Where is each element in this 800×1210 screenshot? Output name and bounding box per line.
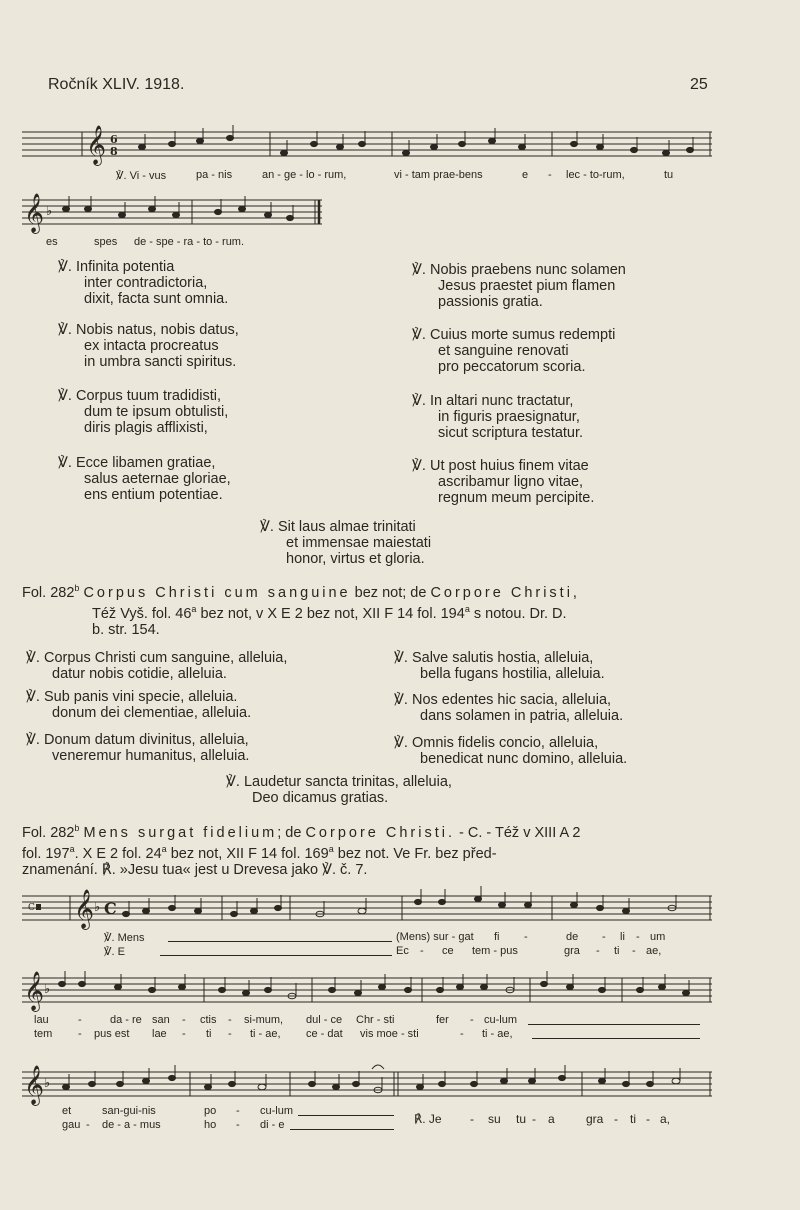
lyric: po — [204, 1105, 217, 1117]
lyric: ae, — [646, 945, 662, 957]
lyric: - — [182, 1014, 186, 1026]
page-number: 25 — [690, 76, 708, 93]
lyric: ℣. E — [104, 946, 125, 958]
verse-right-3: ℣. In altari nunc tractatur, in figuris praesignatur, sicut scriptura testatur. — [412, 393, 584, 441]
lyric: tu — [664, 169, 674, 181]
verse-right-2: ℣. Cuius morte sumus redempti et sanguine renovati pro peccatorum scoria. — [412, 327, 616, 375]
lyric: ℣. Mens — [104, 932, 145, 944]
svg-text:C: C — [104, 899, 117, 918]
lyric: - — [548, 169, 552, 181]
verse-center: ℣. Sit laus almae trinitati et immensae maiestati honor, virtus et gloria. — [260, 519, 432, 567]
verse2-center: ℣. Laudetur sancta trinitas, alleluia, Deo dicamus gratias. — [226, 774, 452, 806]
lyric: a — [548, 1112, 555, 1126]
lyric: pus est — [94, 1028, 130, 1040]
lyric: gra — [564, 945, 580, 957]
lyric: lau — [34, 1014, 49, 1026]
lyric: ctis — [200, 1014, 217, 1026]
verse2-left-3: ℣. Donum datum divinitus, alleluia, veneremur humanitus, alleluia. — [26, 732, 250, 764]
lyric: (Mens) sur - gat — [396, 931, 474, 943]
lyric: - — [228, 1028, 232, 1040]
lyric: de - a - mus — [102, 1119, 161, 1131]
lyric: ti — [614, 945, 620, 957]
music-staff-4 — [22, 968, 714, 1012]
lyric: lec - to-rum, — [566, 169, 625, 181]
fol-note-2: Fol. 282$^b$ Mens surgat fidelium; de Corpore Christi. - C. - Též v XIII A 2 fol. 197$^a$. X E 2 fol. 24$^a$ bez not, XII F 14 fol. 169$^a$ bez not. Ve Fr. bez před- znamenání. ℟. »Jesu tua« jest u Drevesa jako ℣. č. 7. — [22, 823, 581, 878]
lyric: et — [62, 1105, 72, 1117]
lyric: tu — [516, 1112, 527, 1126]
svg-text:♭: ♭ — [94, 900, 101, 915]
fol-note-1: Fol. 282$^b$ Corpus Christi cum sanguine bez not; de Corpore Christi, Též Vyš. fol. 46$^a$ bez not, v X E 2 bez not, XII F 14 fol. 194$^a$ s notou. Dr. D. b. str. 154. — [22, 583, 580, 638]
verse-left-4: ℣. Ecce libamen gratiae, salus aeternae gloriae, ens entium potentiae. — [58, 455, 231, 503]
svg-text:♭: ♭ — [46, 204, 53, 219]
music-staff-3 — [22, 886, 714, 930]
verse2-right-3: ℣. Omnis fidelis concio, alleluia, benedicat nunc domino, alleluia. — [394, 735, 628, 767]
lyric: fer — [436, 1014, 449, 1026]
lyric: - — [420, 945, 424, 957]
verse2-left-1: ℣. Corpus Christi cum sanguine, alleluia, datur nobis cotidie, alleluia. — [26, 650, 288, 682]
lyric: an - ge - lo - rum, — [262, 169, 347, 181]
svg-text:C: C — [28, 903, 35, 913]
lyric: gra — [586, 1112, 604, 1126]
svg-text:𝄞: 𝄞 — [24, 1065, 45, 1105]
lyric: su — [488, 1112, 501, 1126]
lyric: Ec — [396, 945, 409, 957]
verse-left-3: ℣. Corpus tuum tradidisti, dum te ipsum obtulisti, diris plagis afflixisti, — [58, 388, 229, 436]
lyric: gau — [62, 1119, 81, 1131]
svg-text:𝄞: 𝄞 — [24, 193, 45, 233]
lyric: ti - ae, — [482, 1028, 513, 1040]
verse2-right-2: ℣. Nos edentes hic sacia, alleluia, dans solamen in patria, alleluia. — [394, 692, 624, 724]
svg-text:𝄞: 𝄞 — [86, 125, 107, 165]
lyric: de — [566, 931, 579, 943]
lyric: - — [636, 931, 640, 943]
lyric: - — [470, 1014, 474, 1026]
lyric: - — [632, 945, 636, 957]
lyric: ti - ae, — [250, 1028, 281, 1040]
lyric: - — [236, 1119, 240, 1131]
lyric: - — [602, 931, 606, 943]
lyric: - — [470, 1112, 474, 1126]
lyric: san — [152, 1014, 170, 1026]
lyric: ti — [630, 1112, 636, 1126]
lyric: - — [532, 1112, 536, 1126]
lyric: li — [620, 931, 625, 943]
lyric: di - e — [260, 1119, 285, 1131]
lyric: da - re — [110, 1014, 142, 1026]
lyric: - — [460, 1028, 464, 1040]
lyric: - — [228, 1014, 232, 1026]
svg-text:6: 6 — [110, 133, 118, 146]
lyric: spes — [94, 236, 118, 248]
svg-text:𝄞: 𝄞 — [74, 889, 95, 929]
svg-text:8: 8 — [110, 145, 118, 158]
lyric: - — [78, 1014, 82, 1026]
lyric: ce — [442, 945, 454, 957]
lyric: cu-lum — [484, 1014, 518, 1026]
lyric: san-gui-nis — [102, 1105, 156, 1117]
lyric: Chr - sti — [356, 1014, 395, 1026]
lyric: - — [596, 945, 600, 957]
verse2-right-1: ℣. Salve salutis hostia, alleluia, bella fugans hostilia, alleluia. — [394, 650, 605, 682]
verse-right-4: ℣. Ut post huius finem vitae ascribamur ligno vitae, regnum meum percipite. — [412, 458, 595, 506]
lyric: ti — [206, 1028, 212, 1040]
lyric: - — [86, 1119, 90, 1131]
running-header: Ročník XLIV. 1918. — [48, 76, 185, 93]
lyric: tem — [34, 1028, 53, 1040]
lyric: ℣. Vi - vus — [116, 170, 167, 182]
lyric: - — [614, 1112, 618, 1126]
verse-right-1: ℣. Nobis praebens nunc solamen Jesus praestet pium flamen passionis gratia. — [412, 262, 626, 310]
svg-text:𝄞: 𝄞 — [24, 971, 45, 1011]
lyric: vis moe - sti — [360, 1028, 419, 1040]
verse-left-2: ℣. Nobis natus, nobis datus, ex intacta procreatus in umbra sancti spiritus. — [58, 322, 239, 370]
lyric: cu-lum — [260, 1105, 294, 1117]
lyric: - — [524, 931, 528, 943]
lyric: - — [182, 1028, 186, 1040]
lyric: e — [522, 169, 529, 181]
lyric: de - spe - ra - to - rum. — [134, 236, 245, 248]
music-staff-5 — [22, 1060, 714, 1106]
lyric: pa - nis — [196, 169, 233, 181]
lyric: - — [78, 1028, 82, 1040]
lyric: es — [46, 236, 58, 248]
lyric: lae — [152, 1028, 167, 1040]
lyric: vi - tam prae-bens — [394, 169, 483, 181]
verse2-left-2: ℣. Sub panis vini specie, alleluia. donum dei clementiae, alleluia. — [26, 689, 252, 721]
lyric: ℟. Je — [414, 1112, 442, 1126]
lyric: si-mum, — [244, 1014, 284, 1026]
lyric: fi — [494, 931, 500, 943]
lyric: - — [646, 1112, 650, 1126]
verse-left-1: ℣. Infinita potentia inter contradictoria, dixit, facta sunt omnia. — [58, 259, 229, 307]
lyric: tem - pus — [472, 945, 518, 957]
svg-text:♭: ♭ — [44, 1076, 51, 1091]
lyric: a, — [660, 1112, 671, 1126]
music-staff-1 — [22, 122, 714, 166]
svg-text:♭: ♭ — [44, 982, 51, 997]
lyric: ce - dat — [306, 1028, 343, 1040]
lyric: um — [650, 931, 666, 943]
lyric: ho — [204, 1119, 217, 1131]
lyric: - — [236, 1105, 240, 1117]
lyric: dul - ce — [306, 1014, 343, 1026]
music-staff-2 — [22, 190, 332, 234]
